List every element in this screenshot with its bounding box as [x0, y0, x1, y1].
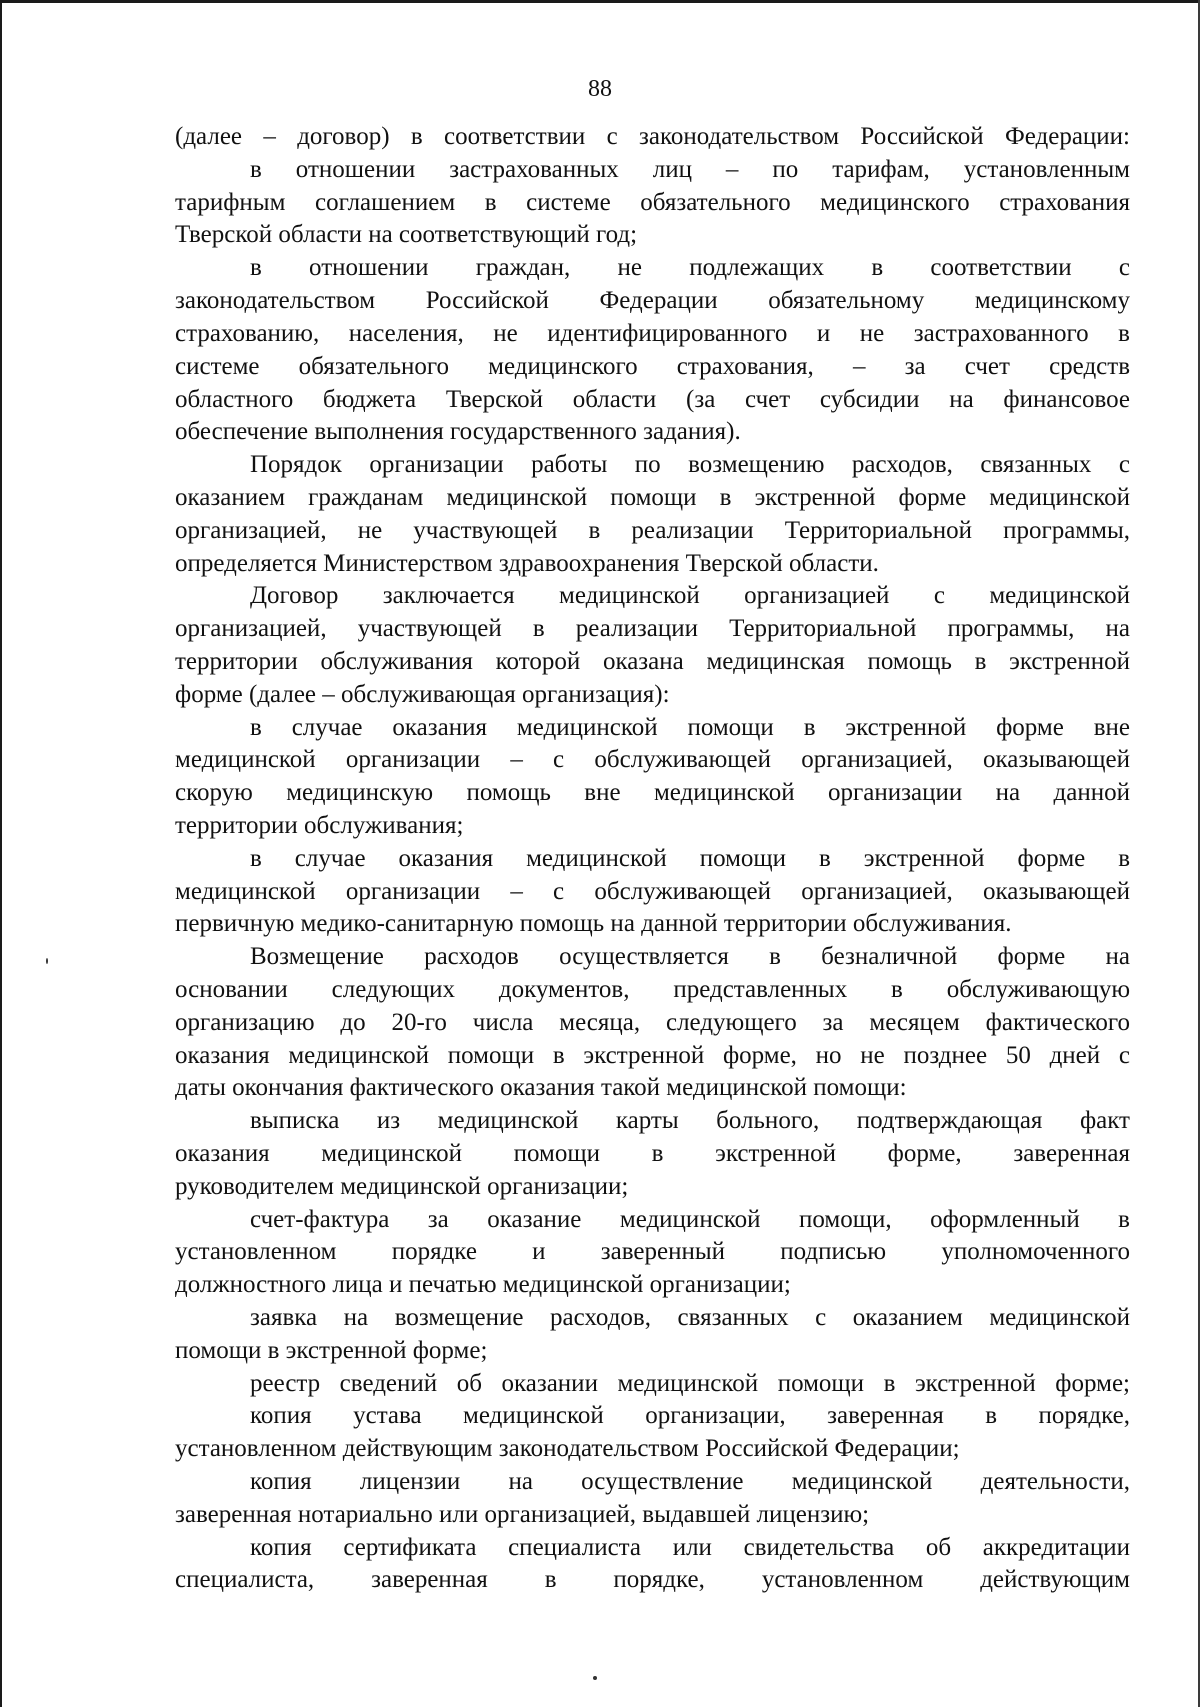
- text-line: Тверской области на соответствующий год;: [175, 221, 638, 248]
- text-line: организацией, участвующей в реализации Территориальной программы, на: [175, 615, 1130, 642]
- text-line: счет-фактура за оказание медицинской помощи, оформленный в: [250, 1206, 1130, 1233]
- text-line: оказанием гражданам медицинской помощи в экстренной форме медицинской: [175, 484, 1130, 511]
- text-line: форме (далее – обслуживающая организация):: [175, 681, 670, 708]
- text-line: Порядок организации работы по возмещению расходов, связанных с: [250, 451, 1130, 478]
- text-line: даты окончания фактического оказания такой медицинской помощи:: [175, 1074, 907, 1101]
- text-line: первичную медико-санитарную помощь на данной территории обслуживания.: [175, 910, 1012, 937]
- text-line: в отношении застрахованных лиц – по тарифам, установленным: [250, 156, 1130, 183]
- text-line: (далее – договор) в соответствии с законодательством Российской Федерации:: [175, 123, 1130, 150]
- text-line: тарифным соглашением в системе обязательного медицинского страхования: [175, 189, 1130, 216]
- text-line: территории обслуживания;: [175, 812, 464, 839]
- text-line: системе обязательного медицинского страхования, – за счет средств: [175, 353, 1130, 380]
- text-line: страхованию, населения, не идентифицированного и не застрахованного в: [175, 320, 1130, 347]
- text-line: руководителем медицинской организации;: [175, 1173, 629, 1200]
- page-number: 88: [588, 76, 612, 102]
- text-line: реестр сведений об оказании медицинской помощи в экстренной форме;: [250, 1370, 1130, 1397]
- text-line: помощи в экстренной форме;: [175, 1337, 488, 1364]
- text-line: в случае оказания медицинской помощи в экстренной форме в: [250, 845, 1130, 872]
- text-line: обеспечение выполнения государственного задания).: [175, 418, 741, 445]
- text-line: скорую медицинскую помощь вне медицинской организации на данной: [175, 779, 1130, 806]
- text-line: областного бюджета Тверской области (за счет субсидии на финансовое: [175, 386, 1130, 413]
- text-line: копия сертификата специалиста или свидетельства об аккредитации: [250, 1534, 1130, 1561]
- text-line: в случае оказания медицинской помощи в экстренной форме вне: [250, 714, 1130, 741]
- text-line: копия устава медицинской организации, заверенная в порядке,: [250, 1402, 1130, 1429]
- scan-speck: [46, 958, 48, 964]
- scan-speck: [593, 1676, 597, 1680]
- text-line: копия лицензии на осуществление медицинской деятельности,: [250, 1468, 1130, 1495]
- text-line: Договор заключается медицинской организацией с медицинской: [250, 582, 1130, 609]
- text-line: территории обслуживания которой оказана медицинская помощь в экстренной: [175, 648, 1130, 675]
- text-line: медицинской организации – с обслуживающей организацией, оказывающей: [175, 878, 1130, 905]
- text-line: заявка на возмещение расходов, связанных с оказанием медицинской: [250, 1304, 1130, 1331]
- text-line: Возмещение расходов осуществляется в безналичной форме на: [250, 943, 1130, 970]
- text-line: специалиста, заверенная в порядке, установленном действующим: [175, 1566, 1130, 1593]
- text-line: основании следующих документов, представленных в обслуживающую: [175, 976, 1130, 1003]
- text-line: оказания медицинской помощи в экстренной форме, заверенная: [175, 1140, 1130, 1167]
- text-line: в отношении граждан, не подлежащих в соответствии с: [250, 254, 1130, 281]
- text-line: законодательством Российской Федерации обязательному медицинскому: [175, 287, 1130, 314]
- scan-border-left: [0, 0, 2, 1707]
- text-line: организацией, не участвующей в реализации Территориальной программы,: [175, 517, 1130, 544]
- text-line: установленном порядке и заверенный подписью уполномоченного: [175, 1238, 1130, 1265]
- text-line: оказания медицинской помощи в экстренной форме, но не позднее 50 дней с: [175, 1042, 1130, 1069]
- text-line: установленном действующим законодательством Российской Федерации;: [175, 1435, 960, 1462]
- text-line: определяется Министерством здравоохранения Тверской области.: [175, 550, 879, 577]
- text-line: выписка из медицинской карты больного, подтверждающая факт: [250, 1107, 1130, 1134]
- text-line: медицинской организации – с обслуживающей организацией, оказывающей: [175, 746, 1130, 773]
- text-line: организацию до 20-го числа месяца, следующего за месяцем фактического: [175, 1009, 1130, 1036]
- scan-border-top: [0, 0, 1200, 3]
- text-line: должностного лица и печатью медицинской организации;: [175, 1271, 791, 1298]
- text-line: заверенная нотариально или организацией, выдавшей лицензию;: [175, 1501, 870, 1528]
